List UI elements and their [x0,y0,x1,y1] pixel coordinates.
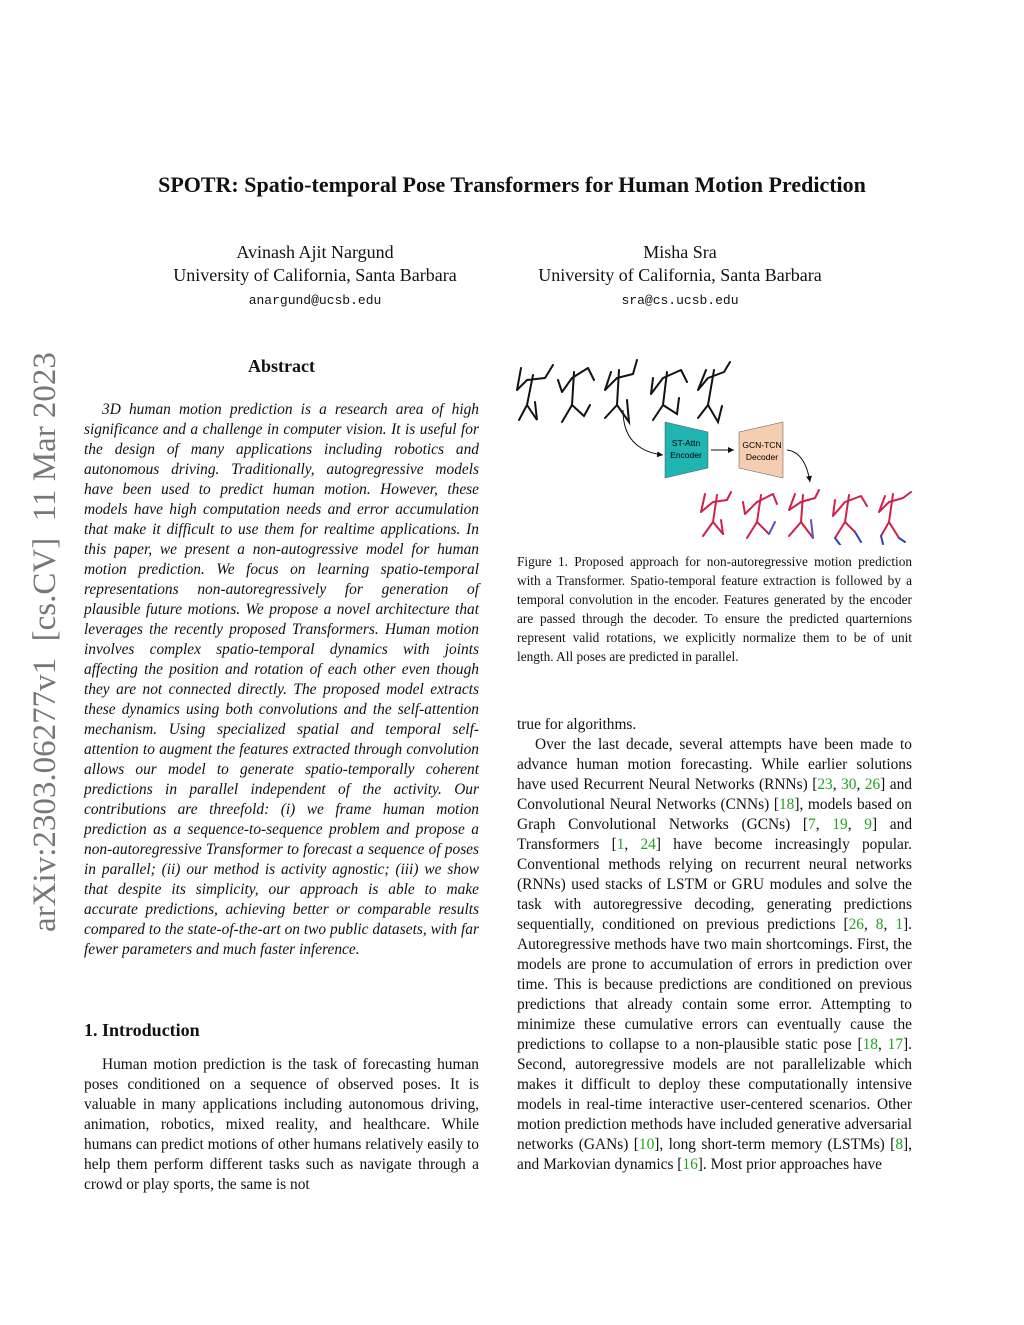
text-run: , [832,776,842,793]
citation-link[interactable]: 16 [682,1156,698,1173]
abstract-heading: Abstract [248,356,315,376]
author-name: Avinash Ajit Nargund [236,242,394,262]
citation-link[interactable]: 17 [887,1036,904,1053]
intro-paragraph-1: Human motion prediction is the task of forecasting human poses conditioned on a sequence of observed poses. It is valuable in many applications including autonomous driving, animation, robotics, mixed reality, and healthcare. While humans can predict motions of other humans relatively easily to help them perform different tasks such as navigate through a crowd or play sports, the same is not [84,1056,479,1193]
figure-1-caption: Figure 1. Proposed approach for non-autoregressive motion prediction with a Transformer. Spatio-temporal feature extraction is followed by a temporal convolution in the encoder. Features generated by the encoder are passed through the decoder. To ensure the predicted quarternions represent valid rotations, we explicitly normalize them to be of unit length. All poses are predicted in parallel. [517,554,912,664]
text-run: , [624,836,641,853]
text-run: , [877,1036,888,1053]
abstract-text [84,400,479,960]
figure-1-diagram [505,350,925,545]
citation-link[interactable]: 18 [778,796,795,813]
citation-link[interactable]: 30 [841,776,857,793]
citation-link[interactable]: 26 [848,916,864,933]
input-pose-3 [605,360,637,422]
paper-title: SPOTR: Spatio-temporal Pose Transformers for Human Motion Prediction [158,172,866,197]
section-heading-introduction: 1. Introduction [84,1020,200,1040]
text-run: ] and Transformers [ [517,816,913,853]
text-run: ], models based on Graph Convolutional Networks (GCNs) [ [517,796,912,833]
input-pose-1 [517,365,553,420]
citation-link[interactable]: 24 [640,836,656,853]
text-run: ], long short-term memory (LSTMs) [ [654,1136,896,1153]
citation-link[interactable]: 1 [895,916,904,933]
author-name: Misha Sra [643,242,717,262]
output-pose-1 [701,492,731,536]
author-block-2 [515,241,845,308]
author-email: anargund@ucsb.edu [248,293,382,308]
author-block-1 [150,241,480,308]
output-pose-4 [833,495,867,545]
output-pose-5 [879,492,911,544]
text-run: , [883,916,896,933]
citation-link[interactable]: 10 [638,1136,655,1153]
text-run: , [847,816,865,833]
encoder-label-1: ST-Attn [671,438,701,448]
citation-link[interactable]: 18 [862,1036,878,1053]
citation-link[interactable]: 19 [832,816,848,833]
text-run: ]. Autoregressive methods have two main shortcomings. First, the models are prone to accumulation of errors in prediction over time. This is because predictions are conditioned on previous predictions that already contain some error. Attempting to minimize these cumulative errors can eventually cause the predictions to collapse to a non-plausible static pose [ [517,916,912,1053]
citation-link[interactable]: 7 [808,816,816,833]
text-run: , [856,776,865,793]
citation-link[interactable]: 26 [864,776,881,793]
author-affiliation: University of California, Santa Barbara [173,265,457,285]
decoder-label-1: GCN-TCN [742,440,782,450]
decoder-block [739,422,783,478]
output-pose-3 [789,490,819,538]
citation-link[interactable]: 23 [817,776,833,793]
text-run: ]. Second, autoregressive models are not parallelizable which makes it difficult to deploy these computationally intensive models in real-time interactive user-centered scenarios. Other motion prediction methods have included generative adversarial networks (GANs) [ [517,1036,912,1153]
citation-link[interactable]: 8 [875,916,884,933]
author-affiliation: University of California, Santa Barbara [538,265,822,285]
input-pose-2 [558,368,594,422]
decoder-label-2: Decoder [745,452,779,462]
text-run: ] have become increasingly popular. Conventional methods relying on recurrent neural networks (RNNs) used stacks of LSTM or GRU modules and solve the task with autoregressive decoding, generating predictions sequentially, conditioned on previous predictions [ [517,836,912,933]
arxiv-watermark: arXiv:2303.06277v1 [cs.CV] 11 Mar 2023 [27,352,63,932]
right-col-paragraph-1: true for algorithms. [517,716,637,733]
right-col-paragraph-2 [517,735,912,1175]
input-pose-4 [651,370,687,420]
citation-link[interactable]: 9 [864,816,872,833]
input-pose-5 [698,362,730,422]
output-pose-2 [743,494,777,538]
citation-link[interactable]: 1 [616,836,625,853]
arrow-to-output [787,450,810,482]
author-email: sra@cs.ucsb.edu [621,293,739,308]
encoder-label-2: Encoder [670,450,702,460]
abstract-body-text: 3D human motion prediction is a research area of high significance and a challenge in computer vision. It is useful for the design of many applications including robotics and autonomous driving. Traditionally, autogregressive models have been used to predict human motion. However, these models have high computation needs and error accumulation that make it difficult to use them for realtime applications. In this paper, we present a non-autogressive model for human motion prediction. We focus on learning spatio-temporal representations non-autoregressively for generation of plausible future motions. We propose a novel architecture that leverages the recently proposed Transformers. Human motion involves complex spatio-temporal dynamics with joints affecting the position and rotation of each other even though they are not connected directly. The proposed model extracts these dynamics using both convolutions and the self-attention mechanism. Using specialized spatial and temporal self-attention to augment the features extracted through convolution allows our model to generate spatio-temporally coherent predictions in parallel independent of the activity. Our contributions are threefold: (i) we frame human motion prediction as a sequence-to-sequence problem and propose a non-autoregressive Transformer to forecast a sequence of poses in parallel; (ii) our method is activity agnostic; (iii) we show that despite its simplicity, our approach is able to make accurate predictions, achieving better or comparable results compared to the state-of-the-art on two public datasets, with far fewer parameters and much faster inference. [84,401,479,958]
right-column-text [517,715,912,1175]
text-run: Over the last decade, several attempts have been made to advance human motion forecasting. While earlier solutions have used Recurrent Neural Networks (RNNs) [ [517,736,912,793]
text-run: , [815,816,833,833]
text-run: ], and Markovian dynamics [ [517,1136,912,1173]
text-run: ] and Convolutional Neural Networks (CNNs) [ [517,776,912,813]
text-run: ]. Most prior approaches have [697,1156,882,1173]
citation-link[interactable]: 8 [895,1136,904,1153]
output-pose-sequence [701,490,911,545]
text-run: , [863,916,876,933]
